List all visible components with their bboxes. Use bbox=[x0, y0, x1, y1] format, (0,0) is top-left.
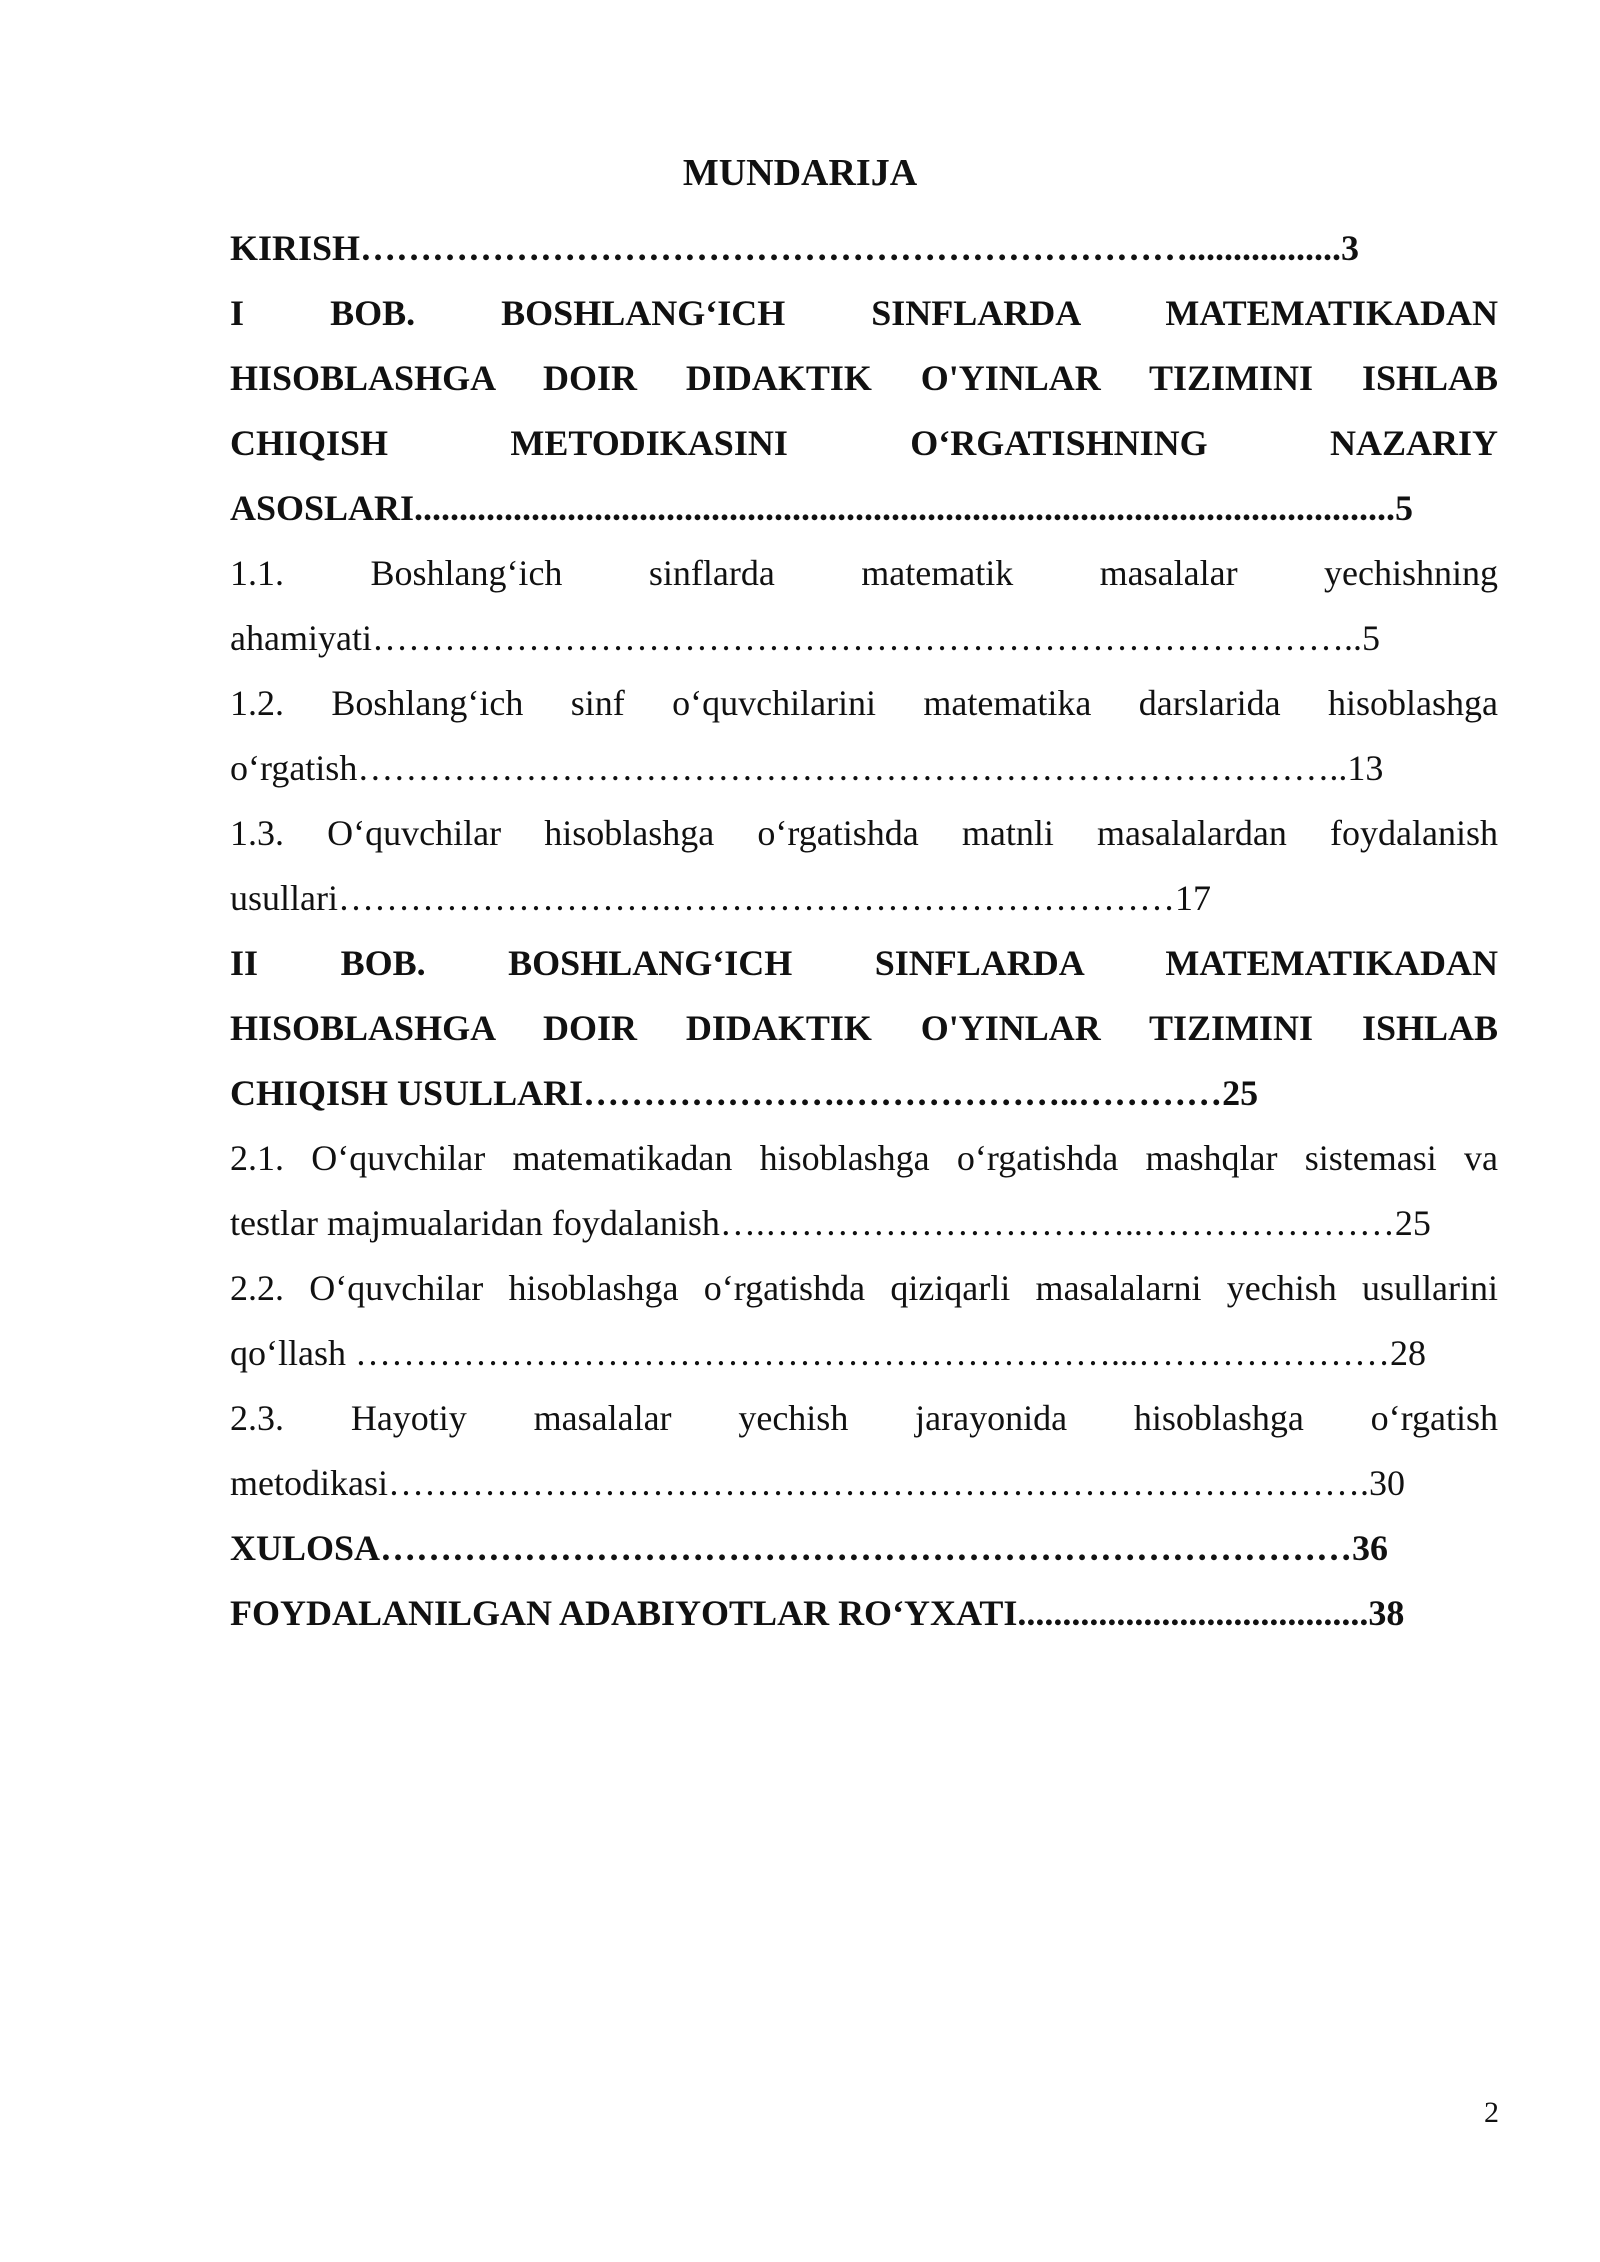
toc-entry bbox=[230, 931, 1498, 1126]
table-of-contents bbox=[230, 216, 1498, 1646]
toc-entry-line: ahamiyati………………………………………………………………………..5 bbox=[230, 618, 1380, 658]
toc-entry-line: HISOBLASHGA DOIR DIDAKTIK O'YINLAR TIZIMINI ISHLAB bbox=[230, 1008, 1498, 1048]
toc-entry-line: 2.1. O‘quvchilar matematikadan hisoblashga o‘rgatishda mashqlar sistemasi va bbox=[230, 1138, 1498, 1178]
toc-entry bbox=[230, 281, 1498, 541]
toc-entry-line: CHIQISH USULLARI………………….………………..…………25 bbox=[230, 1073, 1259, 1113]
toc-entry-line: ASOSLARI.............................................................................................................5 bbox=[230, 488, 1414, 528]
toc-entry-line: testlar majmualaridan foydalanish….…………………………..…………………25 bbox=[230, 1203, 1431, 1243]
toc-entry-line: 1.2. Boshlang‘ich sinf o‘quvchilarini matematika darslarida hisoblashga bbox=[230, 683, 1498, 723]
page-title: MUNDARIJA bbox=[682, 152, 918, 194]
toc-entry-line: qo‘llash ………………………………………………………...…………………28 bbox=[230, 1333, 1426, 1373]
toc-entry-line: FOYDALANILGAN ADABIYOTLAR RO‘YXATI.......................................38 bbox=[230, 1593, 1405, 1633]
toc-entry-line: 1.3. O‘quvchilar hisoblashga o‘rgatishda matnli masalalardan foydalanish bbox=[230, 813, 1498, 853]
page-number: 2 bbox=[1484, 2096, 1499, 2129]
toc-entry bbox=[230, 1126, 1498, 1256]
toc-entry-line: o‘rgatish………………………………………………………………………..13 bbox=[230, 748, 1384, 788]
toc-entry-line: 2.2. O‘quvchilar hisoblashga o‘rgatishda qiziqarli masalalarni yechish usullarini bbox=[230, 1268, 1498, 1308]
toc-entry-line: CHIQISH METODIKASINI O‘RGATISHNING NAZARIY bbox=[230, 423, 1498, 463]
toc-entry-line: metodikasi……………………………………………………………………….30 bbox=[230, 1463, 1405, 1503]
toc-entry-line: I BOB. BOSHLANG‘ICH SINFLARDA MATEMATIKADAN bbox=[230, 293, 1498, 333]
toc-entry-line: usullari……………………….……………………………………17 bbox=[230, 878, 1211, 918]
toc-entry bbox=[230, 216, 1498, 281]
toc-entry bbox=[230, 801, 1498, 931]
toc-entry bbox=[230, 671, 1498, 801]
toc-entry-line: 2.3. Hayotiy masalalar yechish jarayonida hisoblashga o‘rgatish bbox=[230, 1398, 1498, 1438]
toc-entry-line: XULOSA………………………………………………………………………36 bbox=[230, 1528, 1389, 1568]
toc-entry bbox=[230, 1256, 1498, 1386]
toc-entry-line: 1.1. Boshlang‘ich sinflarda matematik masalalar yechishning bbox=[230, 553, 1498, 593]
toc-entry bbox=[230, 541, 1498, 671]
toc-entry-line: II BOB. BOSHLANG‘ICH SINFLARDA MATEMATIKADAN bbox=[230, 943, 1498, 983]
toc-entry-line: HISOBLASHGA DOIR DIDAKTIK O'YINLAR TIZIMINI ISHLAB bbox=[230, 358, 1498, 398]
toc-entry bbox=[230, 1386, 1498, 1516]
toc-entry bbox=[230, 1516, 1498, 1581]
toc-entry-line: KIRISH…………………………………………………………….................3 bbox=[230, 228, 1360, 268]
toc-entry bbox=[230, 1581, 1498, 1646]
